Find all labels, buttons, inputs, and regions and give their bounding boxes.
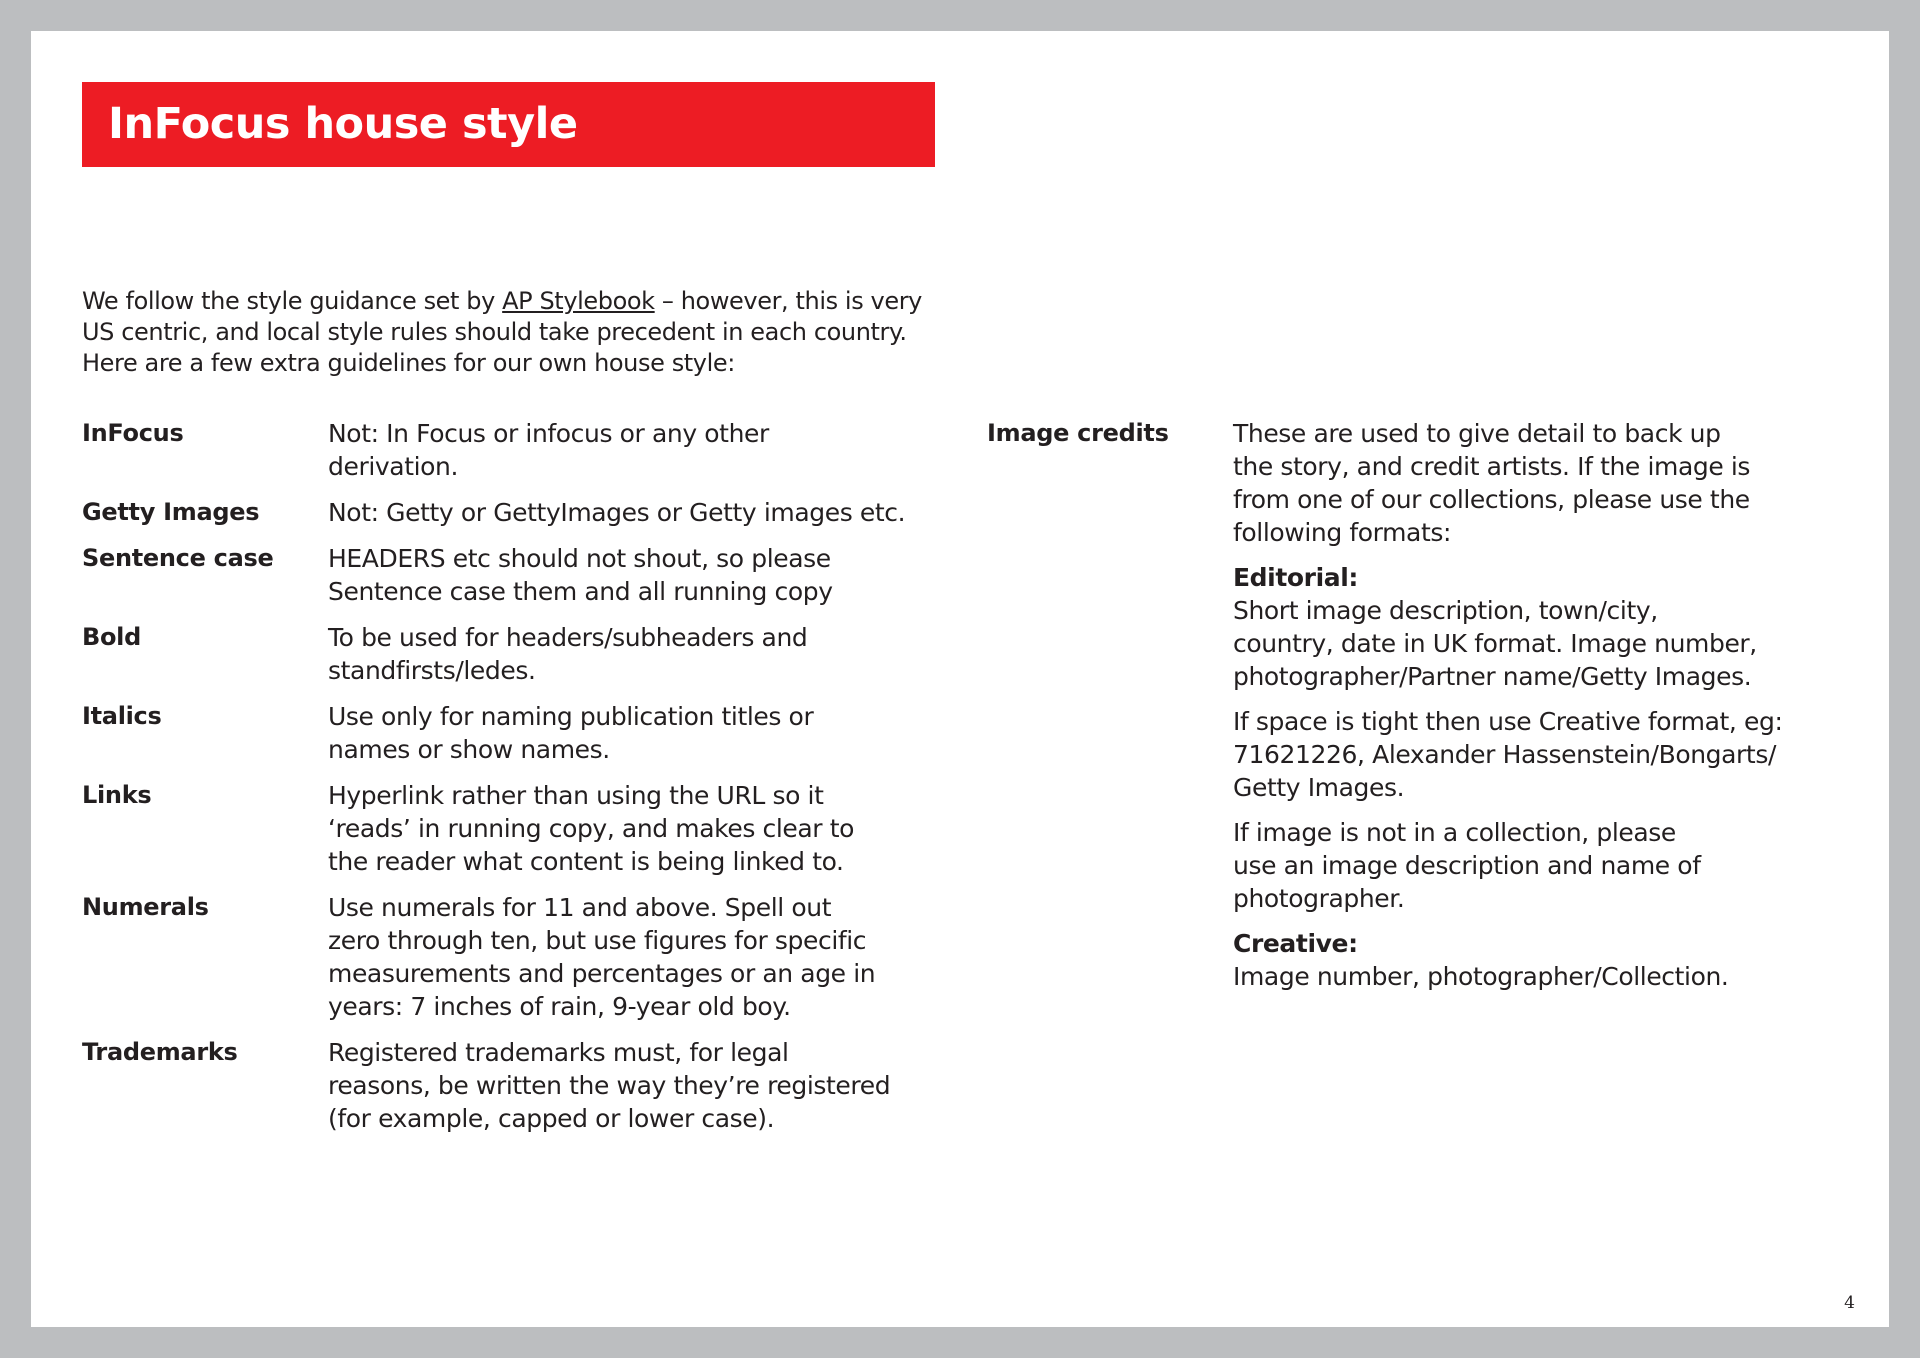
guideline-links bbox=[82, 779, 962, 878]
guideline-definition: Not: In Focus or infocus or any other derivation. bbox=[328, 419, 769, 481]
page-number: 4 bbox=[1844, 1293, 1855, 1313]
document-page bbox=[31, 31, 1889, 1327]
no-collection-note: If image is not in a collection, please use an image description and name of photographer. bbox=[1233, 818, 1701, 913]
guidelines-list bbox=[82, 417, 962, 1148]
guideline-term: Numerals bbox=[82, 893, 209, 921]
guideline-term: Sentence case bbox=[82, 544, 274, 572]
intro-line-1: We follow the style guidance set by AP Stylebook – however, this is very bbox=[82, 287, 922, 315]
guideline-definition: Not: Getty or GettyImages or Getty images etc. bbox=[328, 498, 906, 527]
page-title: InFocus house style bbox=[108, 99, 578, 149]
ap-stylebook-link[interactable]: AP Stylebook bbox=[502, 287, 655, 315]
editorial-format: Editorial: Short image description, town/city, country, date in UK format. Image number, photographer/Partner name/Getty Images. bbox=[1233, 561, 1867, 693]
guideline-italics bbox=[82, 700, 962, 766]
guideline-infocus bbox=[82, 417, 962, 483]
guideline-definition: HEADERS etc should not shout, so please Sentence case them and all running copy bbox=[328, 544, 833, 606]
tight-space-note: If space is tight then use Creative format, eg: 71621226, Alexander Hassenstein/Bongarts/ Getty Images. bbox=[1233, 707, 1783, 802]
guideline-definition: To be used for headers/subheaders and standfirsts/ledes. bbox=[328, 623, 808, 685]
guideline-trademarks bbox=[82, 1036, 962, 1135]
guideline-term: Image credits bbox=[987, 419, 1169, 447]
guideline-getty-images bbox=[82, 496, 962, 529]
editorial-heading: Editorial: bbox=[1233, 563, 1359, 592]
image-credits-section bbox=[987, 417, 1867, 1006]
guideline-definition: Use numerals for 11 and above. Spell out zero through ten, but use figures for specific measurements and percentages or an age in years: 7 inches of rain, 9-year old boy. bbox=[328, 893, 876, 1021]
guideline-term: Links bbox=[82, 781, 152, 809]
guideline-sentence-case bbox=[82, 542, 962, 608]
intro-line-2: US centric, and local style rules should take precedent in each country. bbox=[82, 318, 907, 346]
guideline-term: Italics bbox=[82, 702, 162, 730]
guideline-bold bbox=[82, 621, 962, 687]
creative-format: Creative: Image number, photographer/Collection. bbox=[1233, 927, 1867, 993]
guideline-image-credits bbox=[987, 417, 1867, 993]
guideline-definition: Hyperlink rather than using the URL so it ‘reads’ in running copy, and makes clear to the reader what content is being linked to. bbox=[328, 781, 855, 876]
guideline-numerals bbox=[82, 891, 962, 1023]
image-credits-intro: These are used to give detail to back up the story, and credit artists. If the image is from one of our collections, please use the following formats: bbox=[1233, 419, 1751, 547]
guideline-term: Trademarks bbox=[82, 1038, 238, 1066]
creative-heading: Creative: bbox=[1233, 929, 1358, 958]
guideline-definition: Registered trademarks must, for legal reasons, be written the way they’re registered (for example, capped or lower case). bbox=[328, 1038, 891, 1133]
title-banner bbox=[82, 82, 935, 167]
guideline-term: Getty Images bbox=[82, 498, 260, 526]
intro-paragraph bbox=[82, 286, 982, 379]
guideline-definition: Use only for naming publication titles or names or show names. bbox=[328, 702, 814, 764]
intro-line-3: Here are a few extra guidelines for our own house style: bbox=[82, 349, 735, 377]
guideline-term: Bold bbox=[82, 623, 141, 651]
guideline-definition bbox=[1233, 417, 1867, 993]
guideline-term: InFocus bbox=[82, 419, 184, 447]
